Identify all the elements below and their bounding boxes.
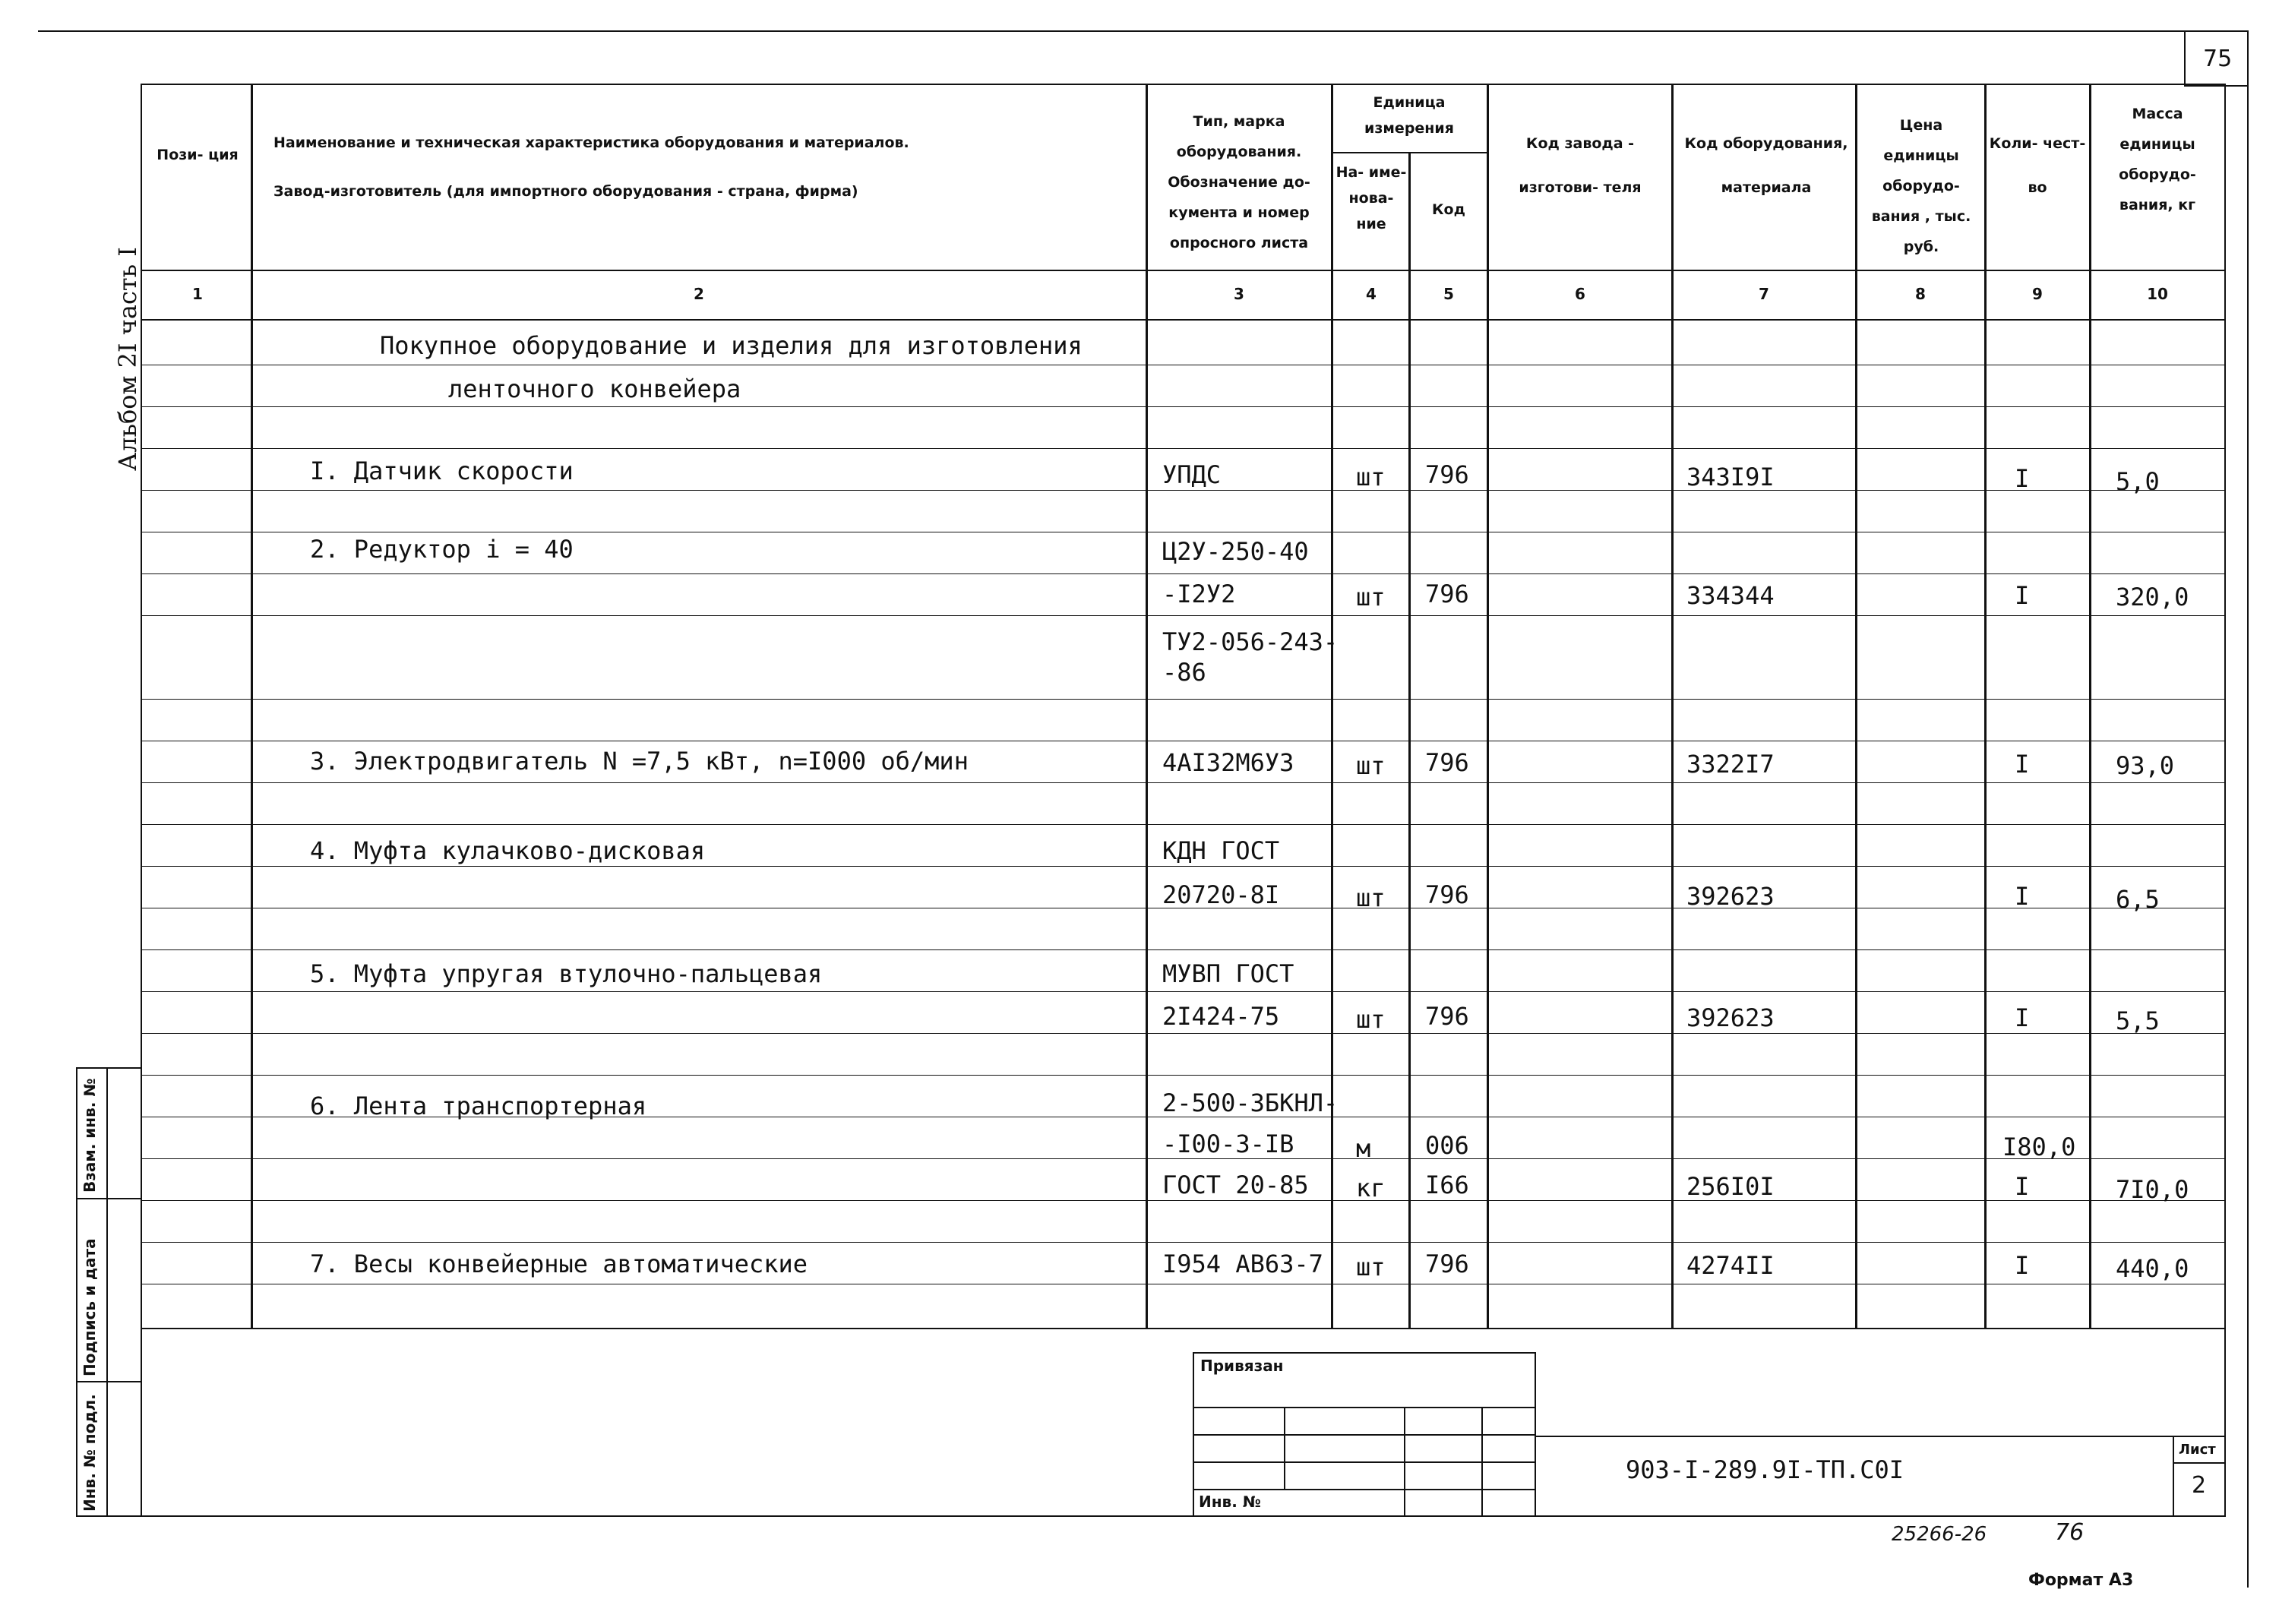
- col-sep-1: [251, 84, 253, 1329]
- col-sep-8: [1984, 84, 1987, 1329]
- item-name: 7. Весы конвейерные автоматические: [310, 1250, 808, 1278]
- item-unit-code: 796: [1425, 1250, 1469, 1278]
- header-mass: Масса единицы оборудо- вания, кг: [2119, 106, 2196, 213]
- row-line: [141, 490, 2226, 491]
- header-name-line2: Завод-изготовитель (для импортного оборудования - страна, фирма): [273, 183, 858, 200]
- list-box-mid: [2173, 1462, 2226, 1464]
- item-unit: шт: [1356, 463, 1386, 491]
- stamp-inv-label: Инв. № подл.: [81, 1394, 99, 1512]
- item-name: 4. Муфта кулачково-дисковая: [310, 836, 706, 865]
- format-label: Формат А3: [2028, 1571, 2134, 1590]
- page-number-top: 75: [2203, 46, 2233, 72]
- item-qty: I: [2015, 882, 2030, 911]
- stamp-inv-no: Инв. №: [1199, 1493, 1261, 1511]
- item-qty: I: [2015, 581, 2030, 610]
- list-number: 2: [2192, 1472, 2207, 1499]
- item-type: I954 АВ63-7: [1162, 1250, 1323, 1278]
- row-line: [141, 573, 2226, 574]
- item-equip-code: 334344: [1686, 581, 1775, 610]
- table-right-border: [2224, 84, 2226, 1515]
- colnum: 8: [1915, 285, 1926, 303]
- table-colnum-bottom: [141, 319, 2226, 321]
- row-line: [141, 1200, 2226, 1201]
- item-equip-code: 4274II: [1686, 1251, 1775, 1280]
- item-unit: шт: [1356, 583, 1386, 611]
- row-line: [141, 406, 2226, 407]
- item-mass: 7I0,0: [2116, 1175, 2189, 1204]
- header-position: Пози- ция: [156, 147, 239, 163]
- stamp-col-line: [76, 1198, 141, 1199]
- item-equip-code: 392623: [1686, 1003, 1775, 1032]
- item-name: I. Датчик скорости: [310, 457, 574, 485]
- item-type: -I2У2: [1162, 580, 1236, 608]
- item-mass: 5,0: [2116, 467, 2160, 496]
- item-mass: 6,5: [2116, 885, 2160, 914]
- header-unit-code: Код: [1432, 201, 1465, 218]
- item-type: 20720-8I: [1162, 880, 1280, 909]
- header-type: Тип, марка оборудования. Обозначение до- кумента и номер опросного листа: [1168, 113, 1310, 251]
- item-type: МУВП ГОСТ: [1162, 959, 1294, 988]
- item-unit: шт: [1356, 751, 1386, 780]
- row-line: [141, 824, 2226, 825]
- item-equip-code: 392623: [1686, 882, 1775, 911]
- item-equip-code: 3322I7: [1686, 750, 1775, 779]
- item-equip-code: 343I9I: [1686, 463, 1775, 491]
- item-unit-code: I66: [1425, 1171, 1469, 1199]
- item-type: -I00-3-IB: [1162, 1130, 1294, 1158]
- header-factory-code: Код завода - изготови- теля: [1519, 135, 1642, 196]
- row-line: [141, 866, 2226, 867]
- item-unit-code: 796: [1425, 880, 1469, 909]
- item-unit-code: 796: [1425, 1002, 1469, 1031]
- table-header-bottom: [141, 270, 2226, 271]
- row-line: [141, 1328, 2226, 1329]
- row-line: [141, 1075, 2226, 1076]
- row-line: [141, 615, 2226, 616]
- row-line: [141, 949, 2226, 950]
- col-sep-9: [2089, 84, 2091, 1329]
- item-type: ГОСТ 20-85: [1162, 1171, 1309, 1199]
- table-top: [141, 84, 2226, 85]
- item-name: 2. Редуктор i = 40: [310, 535, 574, 564]
- stamp-privyazan: Привязан: [1200, 1357, 1284, 1375]
- section-title-line2: ленточного конвейера: [448, 374, 741, 403]
- item-mass: 320,0: [2116, 583, 2189, 611]
- item-type: УПДС: [1162, 460, 1222, 489]
- archive-number: 25266-26: [1892, 1523, 1987, 1546]
- item-unit-code: 006: [1425, 1131, 1469, 1160]
- item-qty: I: [2015, 1003, 2030, 1032]
- item-qty: I: [2015, 1251, 2030, 1280]
- item-name: 5. Муфта упругая втулочно-пальцевая: [310, 959, 823, 988]
- page-num-box-left: [2184, 30, 2186, 87]
- col-sep-7: [1855, 84, 1857, 1329]
- stamp-row: [1193, 1489, 1536, 1490]
- row-line: [141, 699, 2226, 700]
- header-price: Цена единицы оборудо- вания , тыс. руб.: [1871, 117, 1971, 255]
- item-type: 2I424-75: [1162, 1002, 1280, 1031]
- colnum: 7: [1759, 285, 1769, 303]
- row-line: [141, 448, 2226, 449]
- item-type: КДН ГОСТ: [1162, 836, 1280, 865]
- stamp-row: [1193, 1407, 1536, 1408]
- header-unit-name: На- име- нова- ние: [1335, 164, 1407, 232]
- item-type: Ц2У-250-40: [1162, 537, 1309, 566]
- row-line: [141, 782, 2226, 783]
- item-type: -86: [1162, 658, 1206, 687]
- col-sep-5: [1487, 84, 1489, 1329]
- item-type: 2-500-3БКНЛ-: [1162, 1088, 1339, 1117]
- row-line: [141, 1242, 2226, 1243]
- stamp-col-line: [76, 1381, 141, 1382]
- list-box-left: [2173, 1436, 2174, 1515]
- colnum: 1: [192, 285, 203, 303]
- frame-bottom: [76, 1515, 2226, 1517]
- header-name-line1: Наименование и техническая характеристика оборудования и материалов.: [273, 134, 909, 151]
- item-unit: м: [1356, 1134, 1371, 1163]
- page-num-box-bottom: [2184, 85, 2249, 87]
- item-mass: 440,0: [2116, 1254, 2189, 1283]
- stamp-vzam-label: Взам. инв. №: [81, 1078, 99, 1193]
- stamp-row: [1193, 1461, 1536, 1463]
- colnum: 6: [1575, 285, 1585, 303]
- item-qty: I80,0: [2002, 1133, 2076, 1161]
- colnum: 2: [694, 285, 704, 303]
- item-unit: кг: [1356, 1174, 1386, 1202]
- frame-top: [38, 30, 2249, 32]
- item-mass: 93,0: [2116, 751, 2175, 780]
- title-block-top: [1536, 1436, 2224, 1437]
- footer-page-number: 76: [2055, 1519, 2085, 1546]
- item-unit-code: 796: [1425, 580, 1469, 608]
- row-line: [141, 991, 2226, 992]
- frame-right: [2247, 30, 2249, 1588]
- stamp-top: [1193, 1352, 1536, 1354]
- header-quantity: Коли- чест- во: [1989, 135, 2086, 196]
- side-album-title: Альбом 2I часть I: [113, 247, 142, 471]
- stamp-col: [1404, 1407, 1405, 1515]
- doc-code: 903-I-289.9I-ТП.С0I: [1626, 1455, 1904, 1484]
- item-type: ТУ2-056-243-: [1162, 627, 1339, 656]
- item-qty: I: [2015, 750, 2030, 779]
- item-unit: шт: [1356, 883, 1386, 912]
- col-sep-2: [1146, 84, 1148, 1329]
- stamp-col: [1481, 1407, 1483, 1515]
- item-unit: шт: [1356, 1253, 1386, 1281]
- stamp-col-mid: [106, 1067, 108, 1515]
- stamp-col-line: [76, 1067, 141, 1069]
- colnum: 9: [2032, 285, 2043, 303]
- col-sep-3: [1331, 84, 1333, 1329]
- row-line: [141, 1033, 2226, 1034]
- stamp-col: [1284, 1407, 1285, 1489]
- colnum: 4: [1366, 285, 1377, 303]
- colnum: 5: [1443, 285, 1454, 303]
- list-label: Лист: [2179, 1442, 2216, 1458]
- header-equipment-code: Код оборудования, материала: [1684, 135, 1848, 196]
- item-unit-code: 796: [1425, 460, 1469, 489]
- item-type: 4АI32М6У3: [1162, 748, 1294, 777]
- item-name: 3. Электродвигатель N =7,5 кВт, n=I000 об/мин: [310, 747, 969, 776]
- col-sep-6: [1671, 84, 1674, 1329]
- item-equip-code: 256I0I: [1686, 1172, 1775, 1201]
- colnum: 3: [1234, 285, 1244, 303]
- item-qty: I: [2015, 1172, 2030, 1201]
- section-title-line1: Покупное оборудование и изделия для изготовления: [380, 331, 1083, 360]
- item-name: 6. Лента транспортерная: [310, 1092, 647, 1120]
- stamp-podpis-label: Подпись и дата: [81, 1238, 99, 1376]
- stamp-col-left: [76, 1067, 77, 1515]
- item-qty: I: [2015, 464, 2030, 493]
- colnum: 10: [2147, 285, 2168, 303]
- item-unit: шт: [1356, 1005, 1386, 1034]
- item-unit-code: 796: [1425, 748, 1469, 777]
- item-mass: 5,5: [2116, 1006, 2160, 1035]
- stamp-row: [1193, 1434, 1536, 1436]
- header-unit-group: Единица измерения: [1364, 94, 1454, 137]
